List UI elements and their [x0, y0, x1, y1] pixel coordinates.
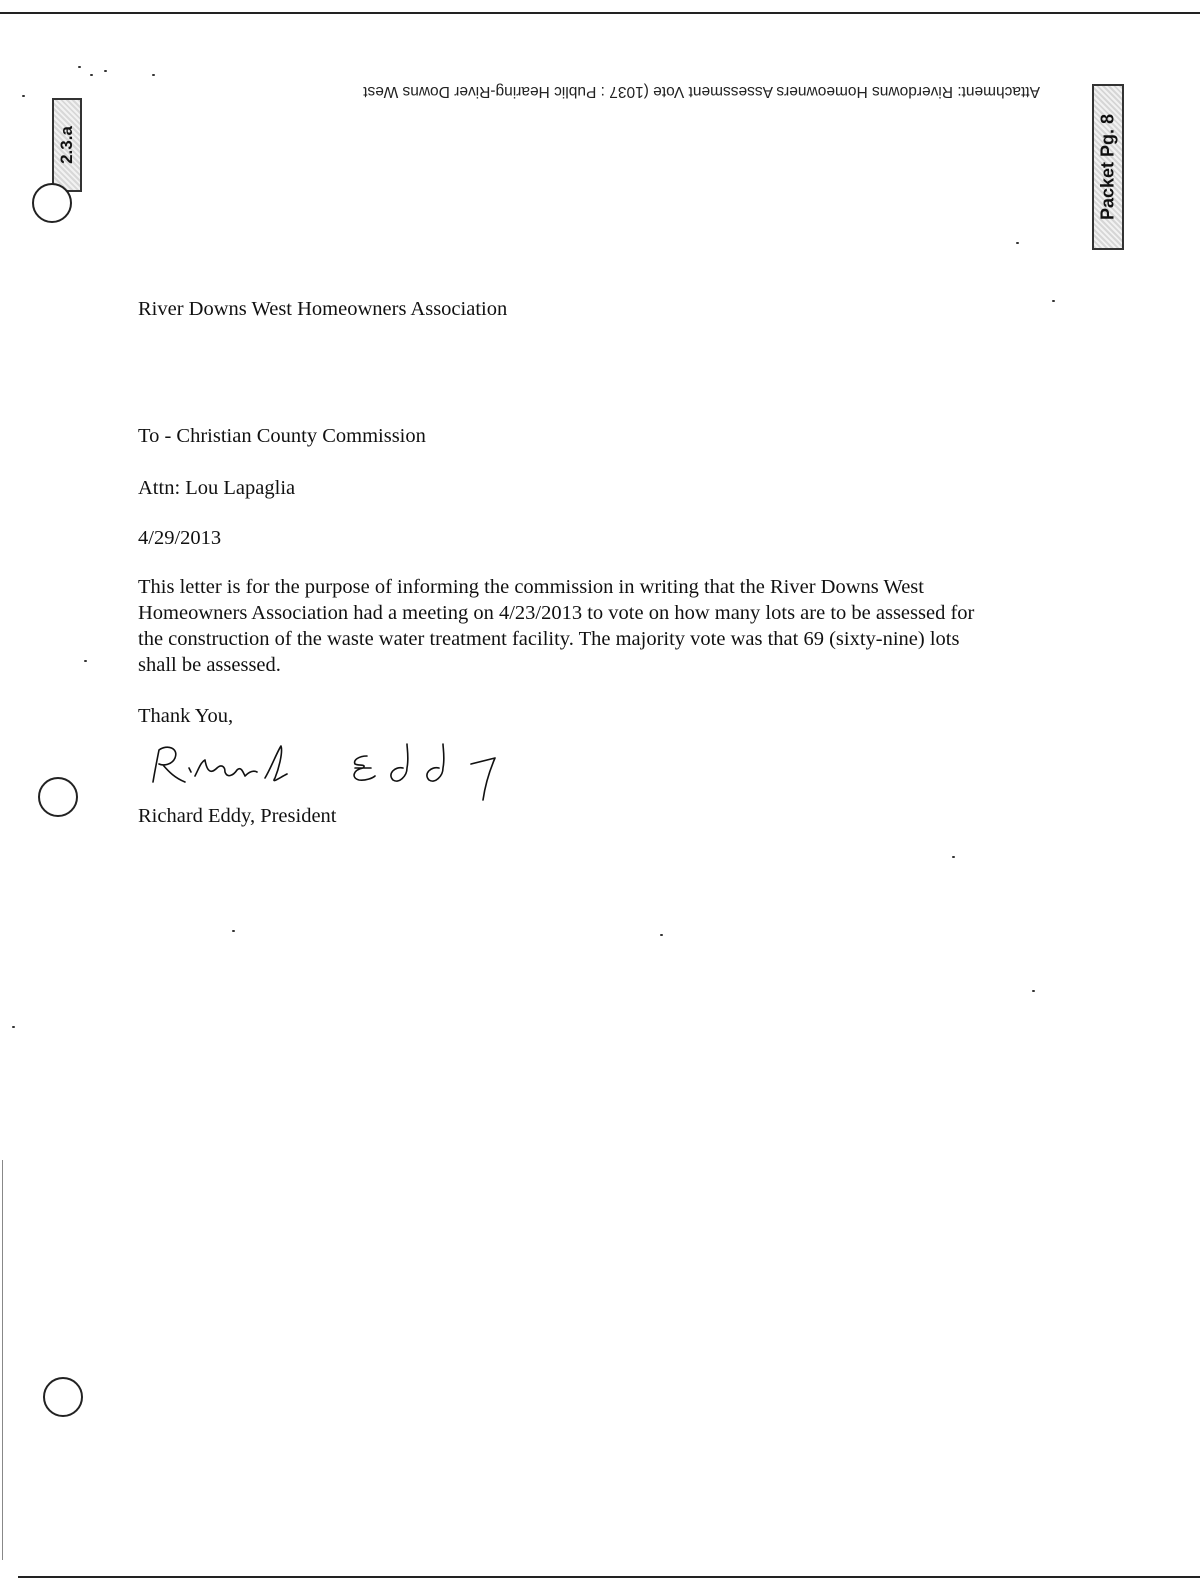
scan-edge-top	[0, 12, 1200, 14]
binder-hole-top	[32, 183, 72, 223]
packet-page-label: Packet Pg. 8	[1097, 113, 1118, 221]
body-line: the construction of the waste water treatment facility. The majority vote was that 69 (sixty-nine) lots	[138, 628, 960, 650]
body-line: Homeowners Association had a meeting on 4/23/2013 to vote on how many lots are to be assessed for	[138, 602, 975, 624]
scan-speck	[952, 856, 955, 858]
scan-speck	[22, 95, 25, 97]
scan-speck	[78, 66, 81, 68]
attention-line: Attn: Lou Lapaglia	[138, 477, 296, 499]
closing-line: Thank You,	[138, 705, 234, 727]
letter-date: 4/29/2013	[138, 527, 222, 549]
body-line: shall be assessed.	[138, 654, 281, 676]
binder-hole-bottom	[43, 1377, 83, 1417]
scan-edge-left	[2, 1160, 3, 1560]
letter-body	[138, 574, 1048, 678]
scan-edge-bottom	[18, 1576, 1200, 1578]
organization-name: River Downs West Homeowners Association	[138, 298, 508, 320]
item-number-stamp	[52, 98, 82, 192]
recipient-line: To - Christian County Commission	[138, 425, 426, 447]
attachment-header-upside-down: Attachment: Riverdowns Homeowners Assessment Vote (1037 : Public Hearing-River Downs West	[363, 83, 1040, 100]
scan-speck	[660, 934, 663, 936]
scan-speck	[152, 74, 155, 76]
scan-speck	[104, 70, 107, 72]
scan-speck	[1016, 242, 1019, 244]
scan-speck	[12, 1026, 15, 1028]
handwritten-signature	[145, 738, 515, 804]
signer-name-title: Richard Eddy, President	[138, 805, 337, 827]
scan-speck	[84, 660, 87, 662]
scan-speck	[1052, 300, 1055, 302]
binder-hole-middle	[38, 777, 78, 817]
packet-page-stamp	[1092, 84, 1124, 250]
body-line: This letter is for the purpose of informing the commission in writing that the River Downs West	[138, 576, 924, 598]
scan-speck	[232, 930, 235, 932]
scan-speck	[90, 74, 93, 76]
item-number-label: 2.3.a	[57, 126, 76, 164]
scan-speck	[1032, 990, 1035, 992]
